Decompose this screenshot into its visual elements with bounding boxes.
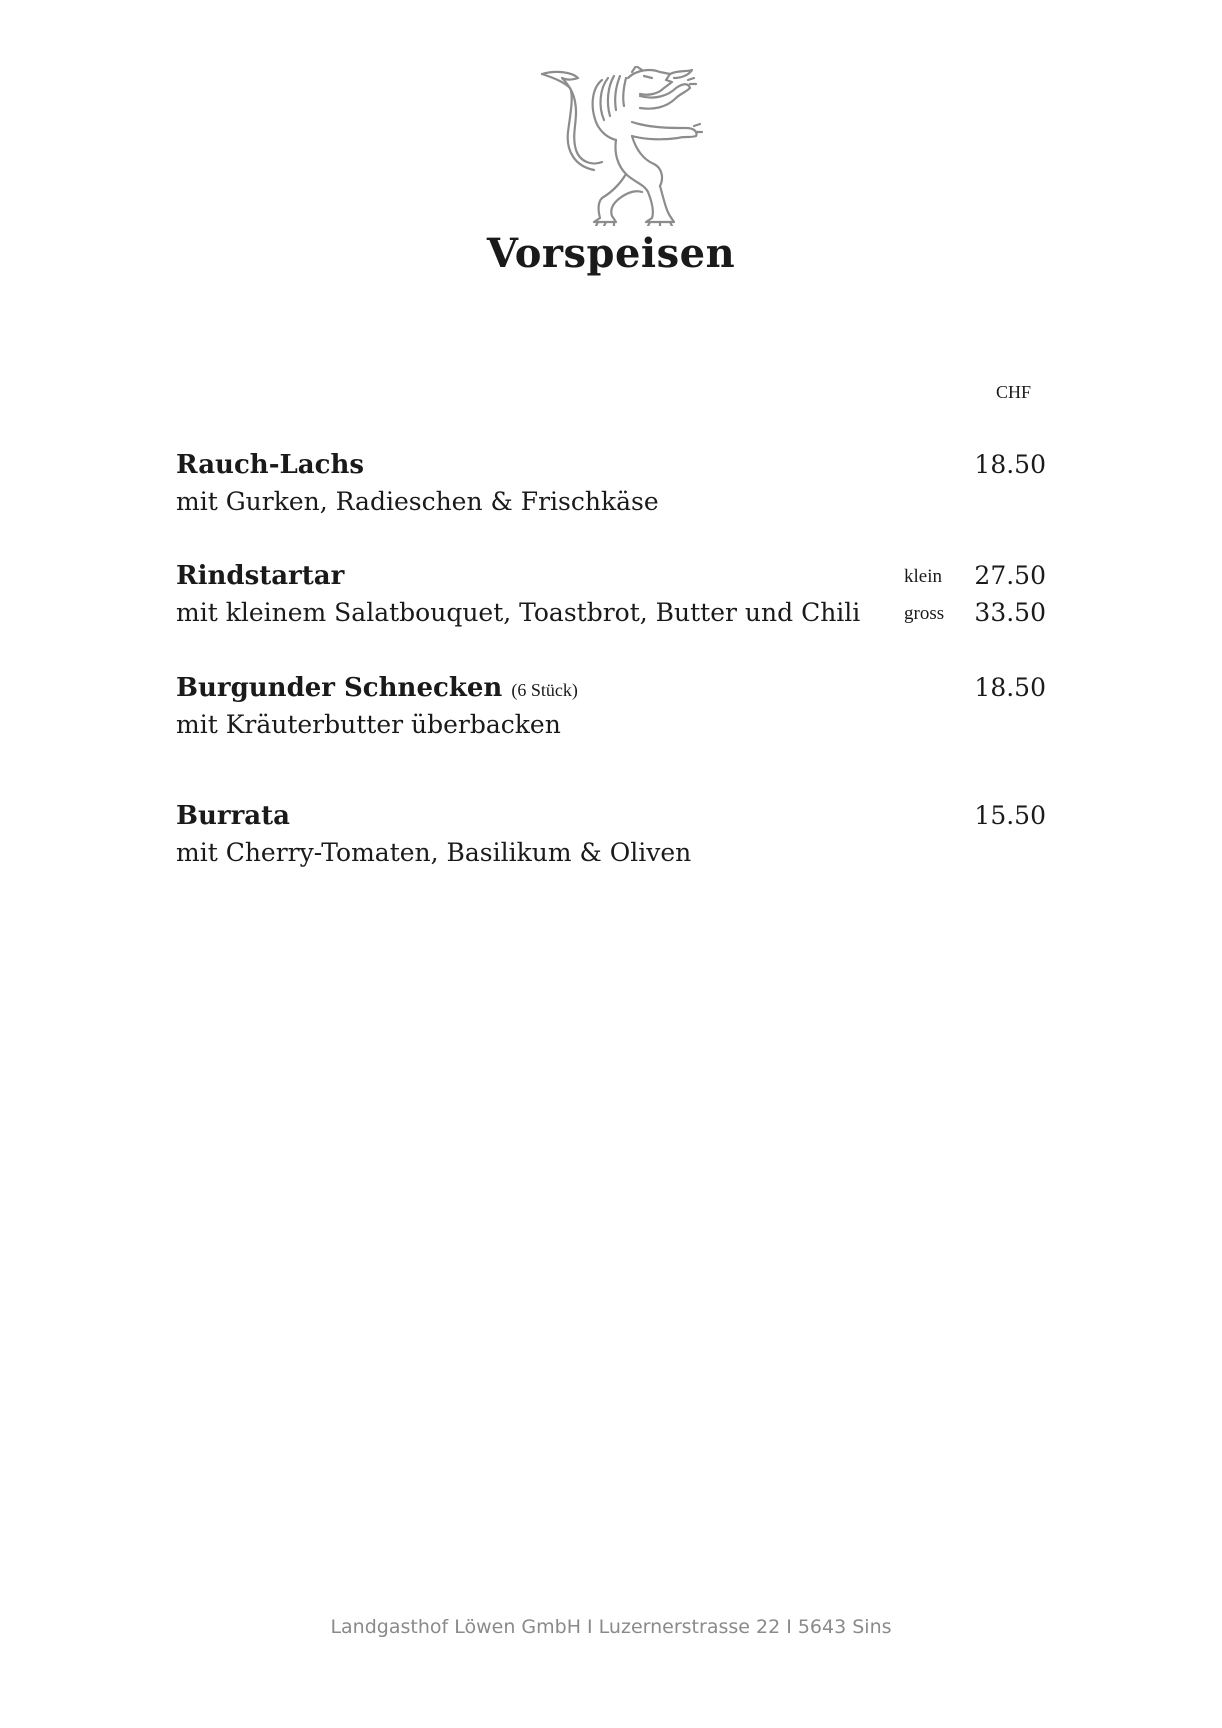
- dish-name: [176, 673, 578, 703]
- dish-note: (6 Stück): [511, 680, 578, 700]
- dish-price-gross: 33.50: [974, 598, 1046, 627]
- dish-price-klein: 27.50: [974, 561, 1046, 590]
- dish-name-text: Rauch-Lachs: [176, 450, 364, 480]
- dish-description: mit Kräuterbutter überbacken: [176, 710, 561, 739]
- dish-price: 18.50: [974, 450, 1046, 479]
- dish-name: [176, 561, 344, 591]
- dish-name-text: Burgunder Schnecken: [176, 673, 503, 703]
- dish-name-text: Rindstartar: [176, 561, 345, 591]
- dish-description: mit Gurken, Radieschen & Frischkäse: [176, 487, 659, 516]
- page-title: Vorspeisen: [486, 230, 736, 277]
- dish-price: 18.50: [974, 673, 1046, 702]
- dish-description: mit kleinem Salatbouquet, Toastbrot, Butter und Chili: [176, 598, 861, 627]
- dish-price: 15.50: [974, 801, 1046, 830]
- size-label-gross: gross: [904, 603, 945, 624]
- size-label-klein: klein: [904, 566, 942, 587]
- dish-name: [176, 801, 290, 831]
- dish-name-text: Burrata: [176, 801, 290, 831]
- rampant-lion-logo-icon: [536, 66, 726, 226]
- currency-label: CHF: [996, 382, 1032, 402]
- dish-name: [176, 450, 364, 480]
- dish-description: mit Cherry-Tomaten, Basilikum & Oliven: [176, 838, 692, 867]
- footer-address: Landgasthof Löwen GmbH I Luzernerstrasse 22 I 5643 Sins: [330, 1616, 892, 1638]
